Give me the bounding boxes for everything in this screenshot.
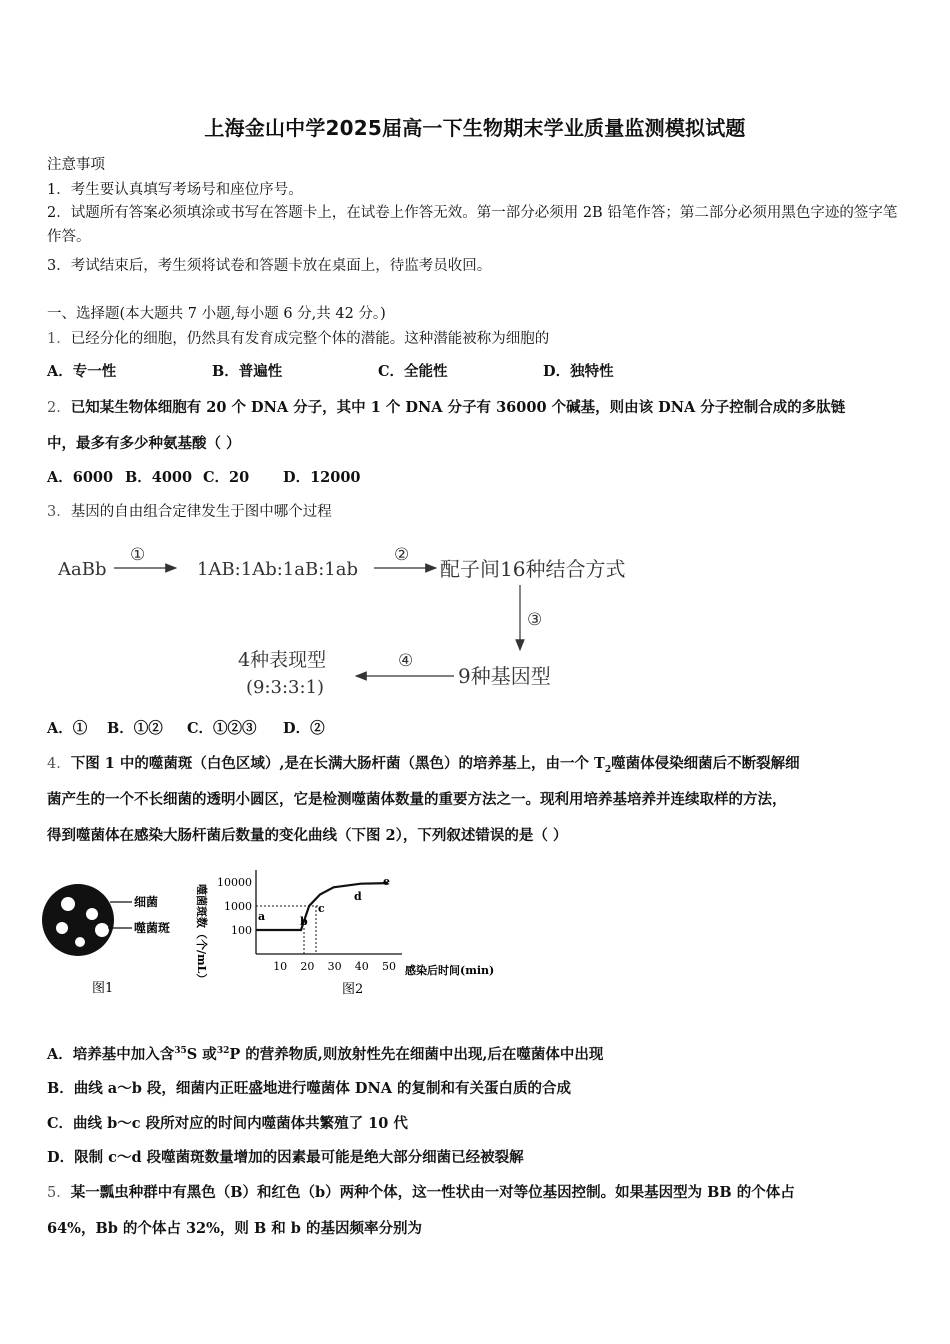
x-tick: 40 <box>354 960 369 973</box>
question-stem-line1b: 噬菌体侵染细菌后不断裂解细 <box>611 755 800 772</box>
superscript: 32 <box>216 1046 230 1057</box>
genetics-process-diagram <box>50 535 670 705</box>
y-axis-label: 噬菌斑数（个/mL） <box>195 884 208 985</box>
step-3-label: ③ <box>527 610 543 630</box>
step-1-label: ① <box>130 545 146 565</box>
y-tick: 1000 <box>224 900 252 913</box>
point-label-d: d <box>354 890 362 903</box>
phenotype-ratio: (9:3:3:1) <box>246 677 325 698</box>
figure-1-caption: 图1 <box>92 981 114 996</box>
plaque <box>86 908 98 920</box>
question-number: 1． <box>47 331 71 347</box>
question-4-line2: 菌产生的一个不长细菌的透明小圆区，它是检测噬菌体数量的重要方法之一。现利用培养基培养并连续取样的方法， <box>47 791 787 808</box>
question-4 <box>47 752 908 775</box>
step-4-label: ④ <box>398 651 414 671</box>
x-tick: 50 <box>382 960 396 973</box>
q2-options <box>47 466 908 487</box>
combination-text: 配子间16种结合方式 <box>440 557 626 581</box>
x-tick: 20 <box>300 960 315 973</box>
point-label-b: b <box>300 915 308 928</box>
question-stem: 已经分化的细胞，仍然具有发育成完整个体的潜能。这种潜能被称为细胞的 <box>70 331 550 347</box>
notice-item-1: 1．考生要认真填写考场号和座位序号。 <box>47 182 303 198</box>
notice-heading: 注意事项 <box>47 157 105 173</box>
q1-options <box>47 360 908 381</box>
question-2-line2: 中，最多有多少种氨基酸（ ） <box>47 435 241 452</box>
option-a[interactable]: A．① <box>47 720 88 737</box>
page-title: 上海金山中学2025届高一下生物期末学业质量监测模拟试题 <box>204 116 746 140</box>
superscript: 35 <box>174 1046 187 1057</box>
y-tick: 100 <box>231 924 252 937</box>
point-label-e: e <box>383 875 390 888</box>
plaque <box>95 923 109 937</box>
q3-options <box>47 717 908 738</box>
phenotype-count: 4种表现型 <box>238 649 327 671</box>
label-bacteria: 细菌 <box>134 895 159 909</box>
question-number: 3． <box>47 504 71 520</box>
plaque <box>61 897 75 911</box>
question-2 <box>47 396 908 417</box>
notice-item-2: 2．试题所有答案必须填涂或书写在答题卡上，在试卷上作答无效。第一部分必须用 2B 铅笔作答；第二部分必须用黑色字迹的签字笔作答。 <box>47 205 898 245</box>
q4-option-b[interactable]: B．曲线 a～b 段，细菌内正旺盛地进行噬菌体 DNA 的复制和有关蛋白质的合成 <box>47 1080 572 1097</box>
option-b[interactable]: B．①② <box>107 720 163 737</box>
plaque <box>75 937 85 947</box>
q4-option-a[interactable] <box>47 1043 908 1064</box>
question-number: 2． <box>47 400 71 416</box>
option-a-text: S 或 <box>186 1046 217 1063</box>
question-5 <box>47 1181 908 1202</box>
figure-2-caption: 图2 <box>342 982 364 997</box>
option-d[interactable]: D．12000 <box>283 469 361 486</box>
question-1 <box>47 327 908 348</box>
question-5-line2: 64%，Bb 的个体占 32%，则 B 和 b 的基因频率分别为 <box>47 1220 422 1237</box>
step-2-label: ② <box>394 545 410 565</box>
option-a-text: A．培养基中加入含 <box>47 1046 175 1063</box>
figure-1 <box>40 870 190 1005</box>
point-label-c: c <box>318 902 325 915</box>
question-number: 4． <box>47 756 71 772</box>
option-c[interactable]: C．①②③ <box>187 720 257 737</box>
subscript: 2 <box>604 764 612 775</box>
q4-option-c[interactable]: C．曲线 b～c 段所对应的时间内噬菌体共繁殖了 10 代 <box>47 1115 408 1132</box>
x-axis-label: 感染后时间(min) <box>405 964 495 977</box>
option-c[interactable]: C．20 <box>203 469 250 486</box>
option-d[interactable]: D．② <box>283 720 325 737</box>
figure-2-chart <box>190 862 510 1007</box>
option-a-text: P 的营养物质,则放射性先在细菌中出现,后在噬菌体中出现 <box>229 1046 604 1063</box>
option-d[interactable]: D．独特性 <box>543 363 614 380</box>
option-a[interactable]: A．6000 <box>47 469 114 486</box>
point-label-a: a <box>258 910 266 923</box>
question-stem-line1: 已知某生物体细胞有 20 个 DNA 分子，其中 1 个 DNA 分子有 36000 个碱基，则由该 DNA 分子控制合成的多肽链 <box>70 399 846 416</box>
question-stem-line1: 某一瓢虫种群中有黑色（B）和红色（b）两种个体，这一性状由一对等位基因控制。如果基因型为 BB 的个体占 <box>70 1184 795 1201</box>
y-tick: 10000 <box>217 876 252 889</box>
genotype-aabb: AaBb <box>58 559 107 580</box>
x-tick: 30 <box>327 960 342 973</box>
label-plaque: 噬菌斑 <box>134 921 171 935</box>
question-stem: 基因的自由组合定律发生于图中哪个过程 <box>70 504 332 520</box>
option-a[interactable]: A．专一性 <box>47 363 117 380</box>
q4-option-d[interactable]: D．限制 c～d 段噬菌斑数量增加的因素最可能是绝大部分细菌已经被裂解 <box>47 1149 524 1166</box>
genotype-count: 9种基因型 <box>458 664 551 688</box>
question-stem-line1a: 下图 1 中的噬菌斑（白色区域）,是在长满大肠杆菌（黑色）的培养基上，由一个 T <box>70 755 605 772</box>
notice-item-3: 3．考试结束后，考生须将试卷和答题卡放在桌面上，待监考员收回。 <box>47 258 492 274</box>
option-b[interactable]: B．4000 <box>125 469 193 486</box>
option-c[interactable]: C．全能性 <box>378 363 448 380</box>
plaque <box>56 922 68 934</box>
gamete-ratio: 1AB:1Ab:1aB:1ab <box>197 559 358 580</box>
option-b[interactable]: B．普遍性 <box>212 363 283 380</box>
x-tick: 10 <box>273 960 288 973</box>
question-3 <box>47 500 908 521</box>
question-4-line3: 得到噬菌体在感染大肠杆菌后数量的变化曲线（下图 2），下列叙述错误的是（ ） <box>47 827 568 844</box>
section-heading: 一、选择题(本大题共 7 小题,每小题 6 分,共 42 分。) <box>47 306 386 322</box>
question-number: 5． <box>47 1185 71 1201</box>
